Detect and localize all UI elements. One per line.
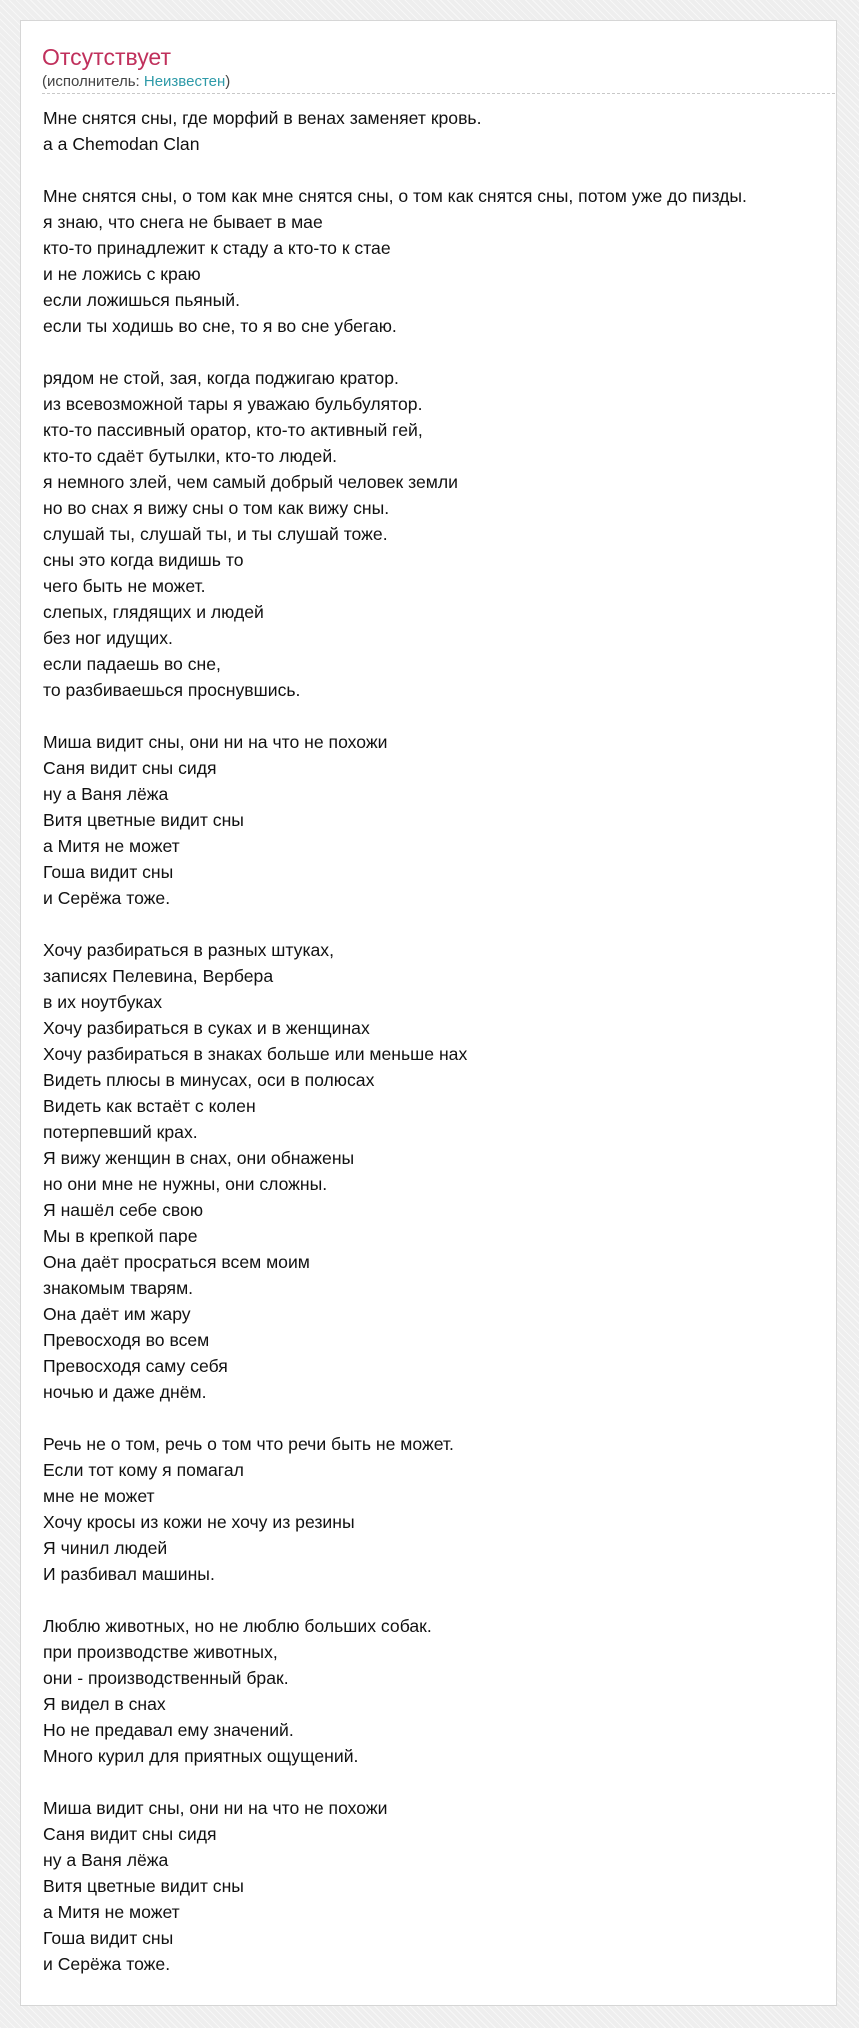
lyric-line: но во снах я вижу сны о том как вижу сны. [43, 498, 390, 518]
lyric-line: Мне снятся сны, где морфий в венах заменяет кровь. [43, 108, 482, 128]
lyric-line: Хочу разбираться в суках и в женщинах [43, 1018, 370, 1038]
lyric-line: Витя цветные видит сны [43, 810, 244, 830]
stanza-gap [43, 339, 837, 365]
lyric-line: Видеть как встаёт с колен [43, 1096, 256, 1116]
title-separator [42, 93, 835, 94]
lyric-line: Гоша видит сны [43, 1928, 174, 1948]
lyric-line: слушай ты, слушай ты, и ты слушай тоже. [43, 524, 388, 544]
lyric-line: без ног идущих. [43, 628, 173, 648]
lyric-line: при производстве животных, [43, 1642, 278, 1662]
lyric-line: Саня видит сны сидя [43, 758, 217, 778]
lyric-line: сны это когда видишь то [43, 550, 244, 570]
lyric-line: кто-то сдаёт бутылки, кто-то людей. [43, 446, 338, 466]
performer-link[interactable]: Неизвестен [143, 73, 226, 90]
lyric-line: Саня видит сны сидя [43, 1824, 217, 1844]
lyric-line: Я вижу женщин в снах, они обнажены [43, 1148, 355, 1168]
lyric-line: Речь не о том, речь о том что речи быть не может. [43, 1434, 454, 1454]
stanza-gap [43, 911, 837, 937]
lyric-line: Я чинил людей [43, 1538, 168, 1558]
lyric-line: Мне снятся сны, о том как мне снятся сны, о том как снятся сны, потом уже до пизды. [43, 186, 747, 206]
lyric-line: Она даёт им жару [43, 1304, 191, 1324]
lyric-line: Люблю животных, но не люблю больших собак. [43, 1616, 432, 1636]
lyric-line: кто-то принадлежит к стаду а кто-то к стае [43, 238, 391, 258]
lyric-line: Видеть плюсы в минусах, оси в полюсах [43, 1070, 375, 1090]
lyric-line: они - производственный брак. [43, 1668, 289, 1688]
lyric-line: если ложишься пьяный. [43, 290, 241, 310]
stanza-gap [43, 157, 837, 183]
lyric-line: Хочу кросы из кожи не хочу из резины [43, 1512, 355, 1532]
lyric-line: то разбиваешься проснувшись. [43, 680, 301, 700]
lyric-line: Превосходя саму себя [43, 1356, 228, 1376]
lyric-line: потерпевший крах. [43, 1122, 198, 1142]
stanza-gap [43, 1405, 837, 1431]
performer-prefix: (исполнитель: [42, 73, 144, 90]
lyric-line: и Серёжа тоже. [43, 888, 171, 908]
lyric-line: Если тот кому я помагал [43, 1460, 244, 1480]
lyric-line: мне не может [43, 1486, 155, 1506]
lyric-line: Много курил для приятных ощущений. [43, 1746, 359, 1766]
lyric-line: и не ложись с краю [43, 264, 201, 284]
lyric-line: Миша видит сны, они ни на что не похожи [43, 732, 388, 752]
lyric-line: но они мне не нужны, они сложны. [43, 1174, 328, 1194]
lyric-line: а Митя не может [43, 1902, 180, 1922]
lyric-line: а Митя не может [43, 836, 180, 856]
stanza-gap [43, 703, 837, 729]
lyric-line: Она даёт просраться всем моим [43, 1252, 310, 1272]
performer-suffix: ) [225, 73, 231, 90]
lyric-line: Гоша видит сны [43, 862, 174, 882]
lyric-line: в их ноутбуках [43, 992, 163, 1012]
lyric-line: Я нашёл себе свою [43, 1200, 204, 1220]
lyric-line: Я видел в снах [43, 1694, 166, 1714]
lyric-line: я знаю, что снега не бывает в мае [43, 212, 323, 232]
lyric-line: ночью и даже днём. [43, 1382, 207, 1402]
lyric-line: из всевозможной тары я уважаю бульбулятор. [43, 394, 423, 414]
lyric-line: я немного злей, чем самый добрый человек земли [43, 472, 458, 492]
performer-line [42, 73, 230, 91]
lyric-line: слепых, глядящих и людей [43, 602, 264, 622]
lyric-line: а а Chemodan Clan [43, 134, 200, 154]
lyric-line: Хочу разбираться в разных штуках, [43, 940, 334, 960]
lyrics-body [43, 105, 837, 1977]
lyric-line: ну а Ваня лёжа [43, 784, 169, 804]
song-title: Отсутствует [42, 44, 171, 70]
lyric-line: Превосходя во всем [43, 1330, 210, 1350]
lyric-line: Хочу разбираться в знаках больше или меньше нах [43, 1044, 468, 1064]
lyric-line: знакомым тварям. [43, 1278, 194, 1298]
lyric-line: ну а Ваня лёжа [43, 1850, 169, 1870]
lyric-line: чего быть не может. [43, 576, 206, 596]
lyric-line: кто-то пассивный оратор, кто-то активный гей, [43, 420, 423, 440]
lyric-line: Витя цветные видит сны [43, 1876, 244, 1896]
lyric-line: Миша видит сны, они ни на что не похожи [43, 1798, 388, 1818]
stanza-gap [43, 1587, 837, 1613]
lyric-line: И разбивал машины. [43, 1564, 215, 1584]
lyric-line: и Серёжа тоже. [43, 1954, 171, 1974]
lyrics-card [20, 20, 837, 2006]
lyric-line: Мы в крепкой паре [43, 1226, 198, 1246]
lyric-line: записях Пелевина, Вербера [43, 966, 274, 986]
lyric-line: если ты ходишь во сне, то я во сне убегаю. [43, 316, 397, 336]
lyric-line: Но не предавал ему значений. [43, 1720, 294, 1740]
lyric-line: если падаешь во сне, [43, 654, 221, 674]
lyric-line: рядом не стой, зая, когда поджигаю кратор. [43, 368, 399, 388]
stanza-gap [43, 1769, 837, 1795]
